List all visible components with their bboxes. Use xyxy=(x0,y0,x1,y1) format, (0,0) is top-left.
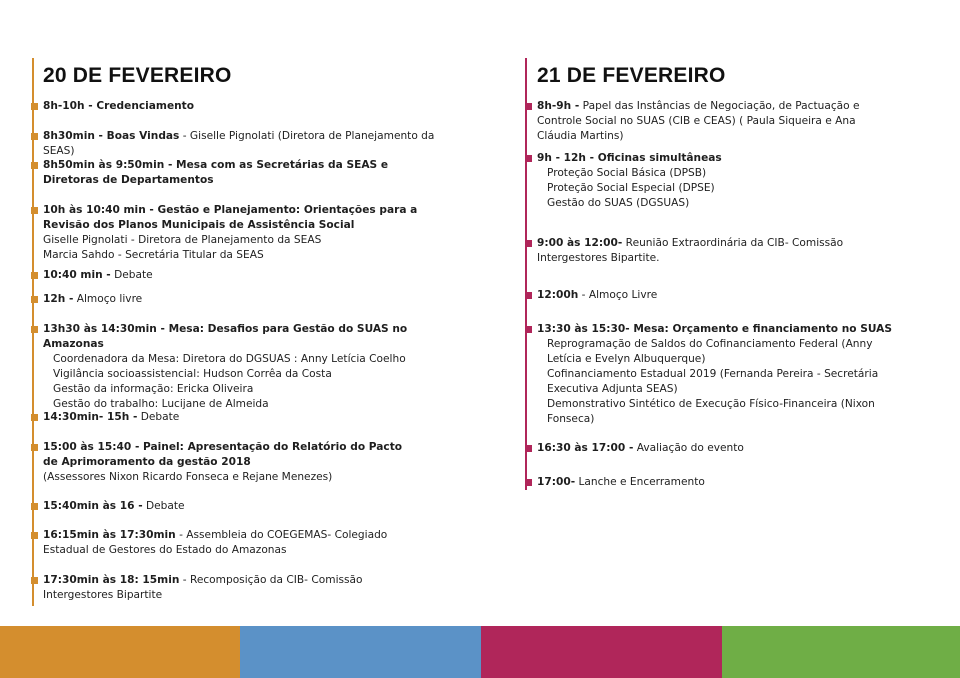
bullet-icon xyxy=(31,133,38,140)
schedule-entry: 8h50min às 9:50min - Mesa com as Secretárias da SEAS e Diretoras de Departamentos xyxy=(43,158,433,188)
schedule-entry: 13:30 às 15:30- Mesa: Orçamento e financiamento no SUAS Reprogramação de Saldos do Cofinanciamento Federal (Anny Letícia e Evelyn Albuquerque) Cofinanciamento Estadual 2019 (Fernanda Pereira - Secretária Executiva Adjunta SEAS) Demonstrativo Sintético de Execução Físico-Financeira (Nixon Fonseca) xyxy=(537,322,897,427)
bullet-icon xyxy=(31,103,38,110)
footer-bar-magenta xyxy=(481,626,722,678)
bullet-icon xyxy=(31,414,38,421)
footer-bar-orange xyxy=(0,626,240,678)
bullet-icon xyxy=(525,479,532,486)
schedule-entry: 12:00h - Almoço Livre xyxy=(537,288,947,303)
schedule-entry: 15:00 às 15:40 - Painel: Apresentação do Relatório do Pacto de Aprimoramento da gestão 2018 (Assessores Nixon Ricardo Fonseca e Rejane Menezes) xyxy=(43,440,403,485)
bullet-icon xyxy=(525,326,532,333)
schedule-entry: 8h-9h - Papel das Instâncias de Negociação, de Pactuação e Controle Social no SUAS (CIB e CEAS) ( Paula Siqueira e Ana Cláudia Martins) xyxy=(537,99,887,144)
bullet-icon xyxy=(525,155,532,162)
schedule-entry: 12h - Almoço livre xyxy=(43,292,453,307)
schedule-entry: 16:30 às 17:00 - Avaliação do evento xyxy=(537,441,947,456)
schedule-entry: 9h - 12h - Oficinas simultâneas Proteção Social Básica (DPSB) Proteção Social Especial (DPSE) Gestão do SUAS (DGSUAS) xyxy=(537,151,947,211)
bullet-icon xyxy=(31,296,38,303)
schedule-entry: 10h às 10:40 min - Gestão e Planejamento: Orientações para a Revisão dos Planos Municipais de Assistência Social Giselle Pignolati - Diretora de Planejamento da SEAS Marcia Sahdo - Secretária Titular da SEAS xyxy=(43,203,433,263)
schedule-entry: 16:15min às 17:30min - Assembleia do COEGEMAS- Colegiado Estadual de Gestores do Estado do Amazonas xyxy=(43,528,423,558)
day1-title: 20 DE FEVEREIRO xyxy=(43,64,232,87)
bullet-icon xyxy=(31,207,38,214)
schedule-entry: 13h30 às 14:30min - Mesa: Desafios para Gestão do SUAS no Amazonas Coordenadora da Mesa: Diretora do DGSUAS : Anny Letícia Coelho Vigilância socioassistencial: Hudson Corrêa da Costa Gestão da informação: Ericka Oliveira Gestão do trabalho: Lucijane de Almeida xyxy=(43,322,453,412)
bullet-icon xyxy=(31,532,38,539)
bullet-icon xyxy=(525,103,532,110)
bullet-icon xyxy=(31,272,38,279)
schedule-entry: 10:40 min - Debate xyxy=(43,268,453,283)
footer-bar-blue xyxy=(240,626,481,678)
bullet-icon xyxy=(31,444,38,451)
schedule-entry: 14:30min- 15h - Debate xyxy=(43,410,453,425)
bullet-icon xyxy=(31,162,38,169)
schedule-entry: 17:30min às 18: 15min - Recomposição da CIB- Comissão Intergestores Bipartite xyxy=(43,573,423,603)
footer-bar-green xyxy=(722,626,960,678)
bullet-icon xyxy=(525,292,532,299)
bullet-icon xyxy=(525,240,532,247)
schedule-entry: 8h30min - Boas Vindas - Giselle Pignolati (Diretora de Planejamento da SEAS) xyxy=(43,129,453,159)
schedule-entry: 15:40min às 16 - Debate xyxy=(43,499,453,514)
schedule-entry: 8h-10h - Credenciamento xyxy=(43,99,453,114)
bullet-icon xyxy=(31,577,38,584)
schedule-entry: 9:00 às 12:00- Reunião Extraordinária da CIB- Comissão Intergestores Bipartite. xyxy=(537,236,897,266)
bullet-icon xyxy=(31,503,38,510)
bullet-icon xyxy=(31,326,38,333)
day2-timeline xyxy=(525,58,527,490)
day2-title: 21 DE FEVEREIRO xyxy=(537,64,726,87)
bullet-icon xyxy=(525,445,532,452)
schedule-entry: 17:00- Lanche e Encerramento xyxy=(537,475,947,490)
